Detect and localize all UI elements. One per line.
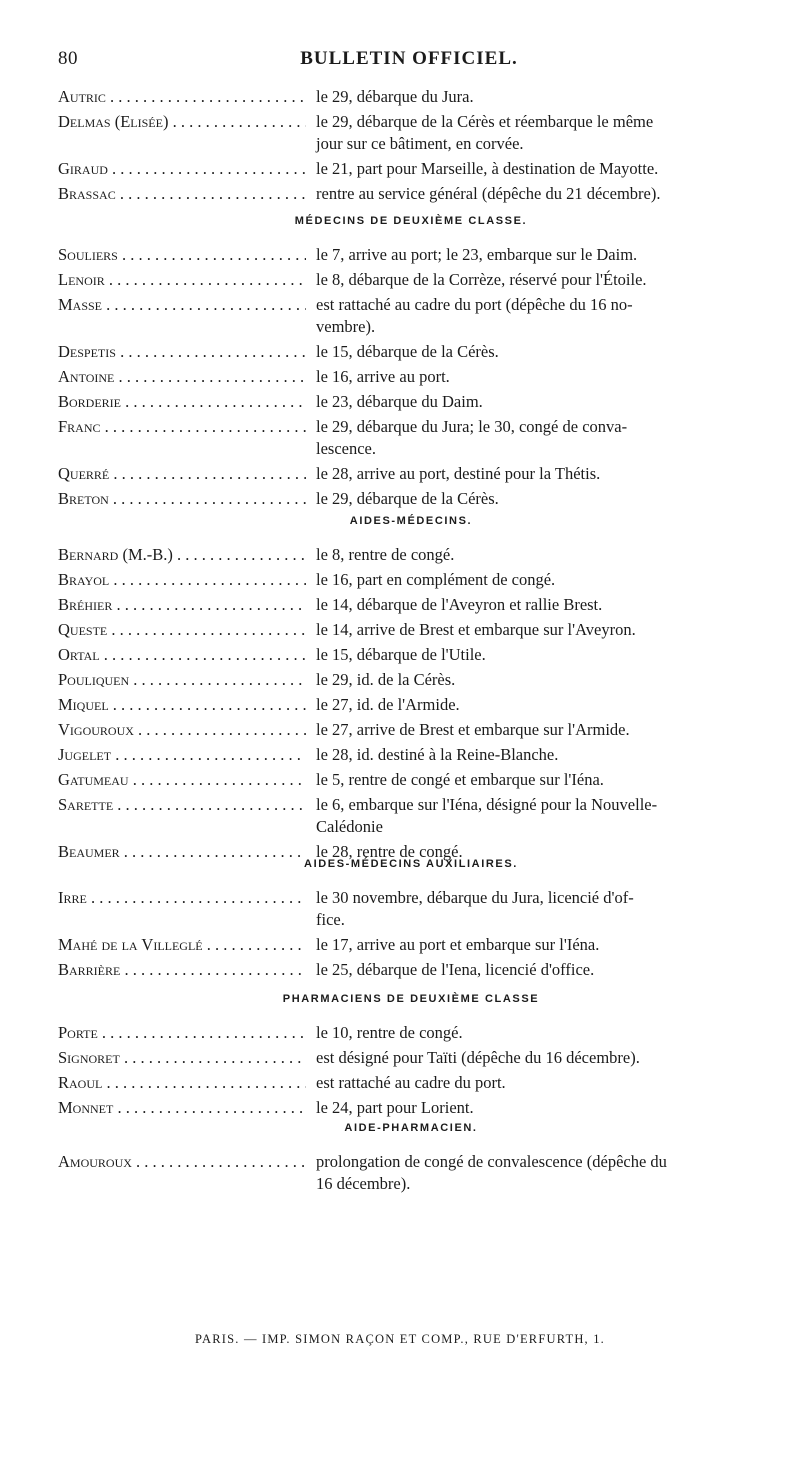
entry-row [58,669,764,691]
officer-name [58,569,306,591]
officer-name [58,719,306,741]
entry-row [58,769,764,791]
officer-name [58,269,306,291]
entry-text [316,1151,764,1195]
entry-row [58,644,764,666]
officer-name [58,694,306,716]
section-medecins-deuxieme-classe [58,210,764,513]
officer-name-text: Amouroux [58,1152,132,1171]
officer-name-text: Giraud [58,159,108,178]
entry-line: vembre). [316,317,376,336]
entry-row [58,1151,764,1195]
officer-name [58,887,306,909]
page-header [58,48,760,74]
entry-row [58,1097,764,1119]
officer-name-text: Querré [58,464,110,483]
officer-name-text: Signoret [58,1048,120,1067]
entry-text [316,1097,764,1119]
officer-name [58,294,306,316]
entry-row [58,463,764,485]
entry-line: le 30 novembre, débarque du Jura, licencié d'of- [316,888,634,907]
section-title: AIDE-PHARMACIEN. [344,1122,478,1134]
entry-text [316,594,764,616]
entry-text [316,1022,764,1044]
entry-line: est désigné pour Taïti (dépêche du 16 décembre). [316,1048,640,1067]
officer-name [58,619,306,641]
officer-name-text: Despetis [58,342,116,361]
entry-line: est rattaché au cadre du port. [316,1073,506,1092]
entry-text [316,794,764,838]
officer-name-text: Beaumer [58,842,120,861]
entry-row [58,719,764,741]
entry-text [316,158,764,180]
entry-row [58,366,764,388]
officer-name-text: Breton [58,489,109,508]
entry-line: le 10, rentre de congé. [316,1023,463,1042]
entry-text [316,416,764,460]
section-unnamed [58,86,764,208]
entry-row [58,269,764,291]
entry-line: le 29, id. de la Cérès. [316,670,456,689]
entry-row [58,416,764,460]
entry-row [58,158,764,180]
officer-name-text: Pouliquen [58,670,130,689]
officer-name [58,244,306,266]
entry-line: jour sur ce bâtiment, en corvée. [316,134,524,153]
officer-name [58,1097,306,1119]
entry-line: le 29, débarque de la Cérès. [316,489,499,508]
officer-name [58,669,306,691]
entry-text [316,488,764,510]
entry-line: fice. [316,910,345,929]
entry-text [316,463,764,485]
officer-name [58,111,306,133]
entry-row [58,594,764,616]
entry-row [58,934,764,956]
officer-name [58,341,306,363]
entry-row [58,544,764,566]
officer-name-text: Autric [58,87,106,106]
officer-name [58,794,306,816]
entry-row [58,488,764,510]
entry-line: le 27, id. de l'Armide. [316,695,460,714]
section-aide-pharmacien [58,1117,764,1198]
entry-row [58,794,764,838]
officer-name-text: Franc [58,417,101,436]
officer-name-text: Porte [58,1023,98,1042]
officer-name-text: Miquel [58,695,109,714]
entry-text [316,1047,764,1069]
officer-name-text: Masse [58,295,103,314]
entry-line: le 27, arrive de Brest et embarque sur l'Armide. [316,720,630,739]
officer-name-text: Sarette [58,795,114,814]
entry-text [316,619,764,641]
officer-name-text: Lenoir [58,270,105,289]
officer-name-text: Jugelet [58,745,112,764]
officer-name-text: Bréhier [58,595,113,614]
officer-name-text: Delmas (Elisée) [58,112,169,131]
section-title: AIDES-MÉDECINS AUXILIAIRES. [304,858,518,870]
entry-line: le 25, débarque de l'Iena, licencié d'office. [316,960,595,979]
entry-row [58,1022,764,1044]
entry-line: le 29, débarque du Jura; le 30, congé de conva- [316,417,628,436]
section-pharmaciens-deuxieme-classe [58,988,764,1122]
entry-row [58,294,764,338]
entry-line: le 16, arrive au port. [316,367,450,386]
section-aides-medecins [58,510,764,866]
entry-text [316,544,764,566]
officer-name [58,594,306,616]
entry-text [316,183,764,205]
entry-row [58,569,764,591]
officer-name-text: Brassac [58,184,116,203]
entry-line: est rattaché au cadre du port (dépêche du 16 no- [316,295,633,314]
entry-line: le 5, rentre de congé et embarque sur l'Iéna. [316,770,604,789]
entry-line: rentre au service général (dépêche du 21 décembre). [316,184,661,203]
entry-line: 16 décembre). [316,1174,411,1193]
officer-name [58,391,306,413]
entry-line: lescence. [316,439,376,458]
officer-name-text: Queste [58,620,108,639]
printer-imprint: PARIS. — IMP. SIMON RAÇON ET COMP., RUE D'ERFURTH, 1. [195,1332,605,1346]
entry-text [316,669,764,691]
officer-name [58,158,306,180]
entry-row [58,744,764,766]
officer-name [58,463,306,485]
entry-text [316,269,764,291]
officer-name [58,1022,306,1044]
entry-row [58,887,764,931]
officer-name-text: Souliers [58,245,118,264]
officer-name-text: Irre [58,888,87,907]
entry-row [58,1047,764,1069]
entry-line: le 7, arrive au port; le 23, embarque sur le Daim. [316,245,638,264]
entry-row [58,694,764,716]
entry-text [316,887,764,931]
officer-name-text: Vigouroux [58,720,134,739]
officer-name [58,544,306,566]
entry-text [316,934,764,956]
entry-text [316,769,764,791]
entry-row [58,619,764,641]
officer-name-text: Brayol [58,570,110,589]
entry-row [58,391,764,413]
entry-text [316,294,764,338]
entry-line: le 21, part pour Marseille, à destination de Mayotte. [316,159,659,178]
bulletin-title: BULLETIN OFFICIEL. [300,48,518,69]
entry-line: le 8, débarque de la Corrèze, réservé pour l'Étoile. [316,270,647,289]
section-title: PHARMACIENS DE DEUXIÈME CLASSE [282,993,540,1005]
page-number: 80 [58,48,78,69]
entry-line: le 28, rentre de congé. [316,842,463,861]
section-aides-medecins-auxiliaires [58,853,764,984]
entry-row [58,959,764,981]
entry-text [316,569,764,591]
officer-name [58,488,306,510]
entry-line: le 17, arrive au port et embarque sur l'Iéna. [316,935,600,954]
officer-name [58,1072,306,1094]
entry-row [58,341,764,363]
officer-name [58,959,306,981]
officer-name-text: Gatumeau [58,770,129,789]
section-title: MÉDECINS DE DEUXIÈME CLASSE. [294,215,528,227]
officer-name-text: Antoine [58,367,115,386]
officer-name [58,1151,306,1173]
entry-line: le 16, part en complément de congé. [316,570,556,589]
entry-line: Calédonie [316,817,383,836]
officer-name [58,744,306,766]
entry-text [316,341,764,363]
officer-name-text: Raoul [58,1073,103,1092]
entry-text [316,959,764,981]
entry-line: le 14, arrive de Brest et embarque sur l'Aveyron. [316,620,636,639]
entry-text [316,644,764,666]
entry-line: le 28, id. destiné à la Reine-Blanche. [316,745,559,764]
entry-line: le 29, débarque de la Cérès et réembarque le même [316,112,654,131]
entry-line: le 14, débarque de l'Aveyron et rallie Brest. [316,595,603,614]
entry-line: le 24, part pour Lorient. [316,1098,474,1117]
entry-row [58,111,764,155]
officer-name [58,644,306,666]
officer-name [58,769,306,791]
entry-row [58,86,764,108]
entry-line: prolongation de congé de convalescence (dépêche du [316,1152,667,1171]
officer-name [58,366,306,388]
officer-name-text: Monnet [58,1098,114,1117]
officer-name [58,86,306,108]
entry-text [316,744,764,766]
entry-row [58,244,764,266]
entry-line: le 6, embarque sur l'Iéna, désigné pour la Nouvelle- [316,795,658,814]
officer-name [58,934,306,956]
officer-name-text: Mahé de la Villeglé [58,935,203,954]
entry-line: le 8, rentre de congé. [316,545,455,564]
officer-name-text: Barrière [58,960,121,979]
officer-name [58,416,306,438]
entry-text [316,719,764,741]
entry-line: le 28, arrive au port, destiné pour la Thétis. [316,464,601,483]
entry-text [316,111,764,155]
entry-row [58,1072,764,1094]
entry-line: le 29, débarque du Jura. [316,87,474,106]
entry-line: le 15, débarque de la Cérès. [316,342,499,361]
officer-name [58,1047,306,1069]
officer-name-text: Borderie [58,392,122,411]
officer-name [58,183,306,205]
officer-name-text: Bernard (M.-B.) [58,545,173,564]
section-title: AIDES-MÉDECINS. [349,515,473,527]
entry-row [58,183,764,205]
entry-text [316,1072,764,1094]
entry-text [316,391,764,413]
entry-line: le 15, débarque de l'Utile. [316,645,486,664]
entry-text [316,86,764,108]
entry-text [316,694,764,716]
entry-text [316,366,764,388]
entry-line: le 23, débarque du Daim. [316,392,483,411]
entry-text [316,244,764,266]
officer-name-text: Ortal [58,645,100,664]
